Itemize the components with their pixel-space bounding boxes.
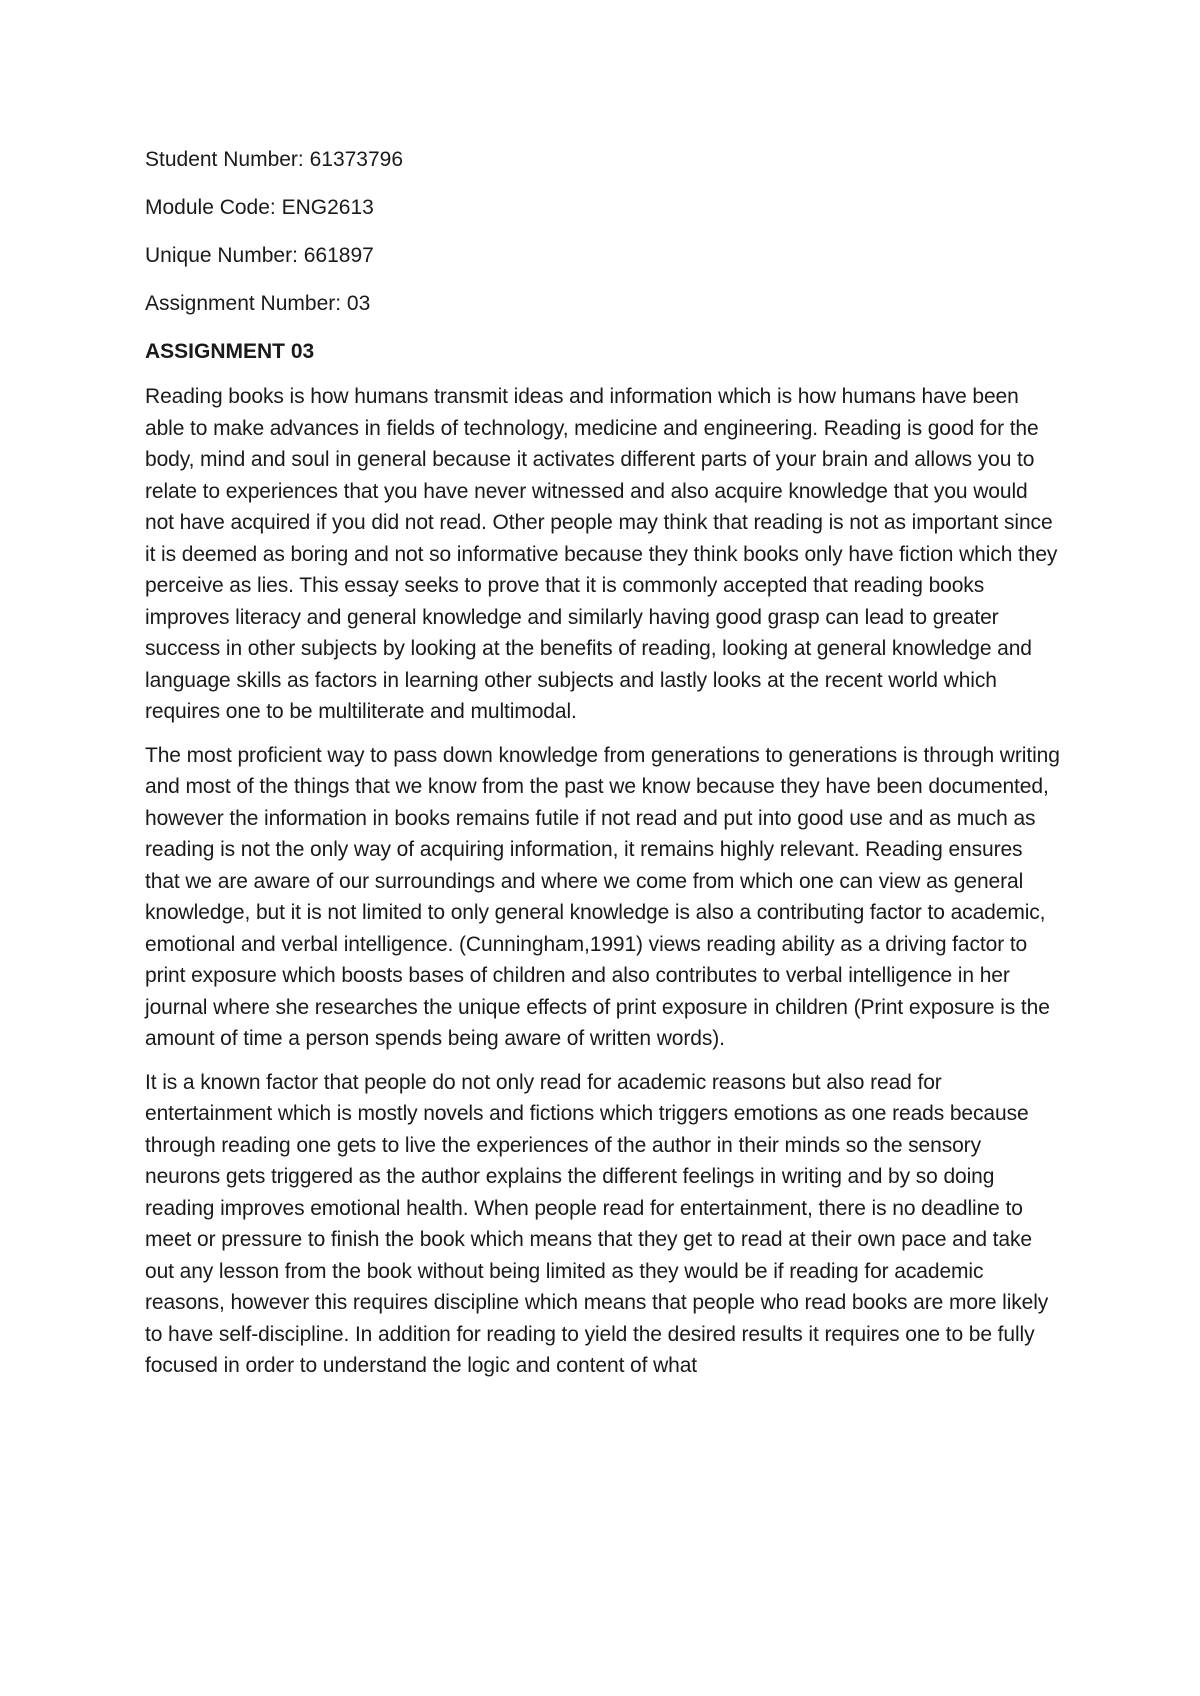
- assignment-number: Assignment Number: 03: [145, 292, 371, 315]
- paragraph-entertainment: It is a known factor that people do not only read for academic reasons but also read for entertainment which is mostly novels and fictions which triggers emotions as one reads because through reading one gets to live the experiences of the author in their minds so the sensory neurons gets triggered as the author explains the different feelings in writing and by so doing reading improves emotional health. When people read for entertainment, there is no deadline to meet or pressure to finish the book which means that they get to read at their own pace and take out any lesson from the book without being limited as they would be if reading for academic reasons, however this requires discipline which means that people who read books are more likely to have self-discipline. In addition for reading to yield the desired results it requires one to be fully focused in order to understand the logic and content of what: [145, 1070, 1049, 1377]
- paragraph-intro: Reading books is how humans transmit ideas and information which is how humans have been able to make advances in fields of technology, medicine and engineering. Reading is good for the body, mind and soul in general because it activates different parts of your brain and allows you to relate to experiences that you have never witnessed and also acquire knowledge that you would not have acquired if you did not read. Other people may think that reading is not as important since it is deemed as boring and not so informative because they think books only have fiction which they perceive as lies. This essay seeks to prove that it is commonly accepted that reading books improves literacy and general knowledge and similarly having good grasp can lead to greater success in other subjects by looking at the benefits of reading, looking at general knowledge and language skills as factors in learning other subjects and lastly looks at the recent world which requires one to be multiliterate and multimodal.: [145, 385, 1058, 723]
- paragraph-knowledge: The most proficient way to pass down knowledge from generations to generations is through writing and most of the things that we know from the past we know because they have been documented, however the information in books remains futile if not read and put into good use and as much as reading is not the only way of acquiring information, it remains highly relevant. Reading ensures that we are aware of our surroundings and where we come from which one can view as general knowledge, but it is not limited to only general knowledge is also a contributing factor to academic, emotional and verbal intelligence. (Cunningham,1991) views reading ability as a driving factor to print exposure which boosts bases of children and also contributes to verbal intelligence in her journal where she researches the unique effects of print exposure in children (Print exposure is the amount of time a person spends being aware of written words).: [145, 743, 1060, 1050]
- module-code: Module Code: ENG2613: [145, 196, 374, 219]
- document-body: [145, 147, 1060, 1394]
- unique-number: Unique Number: 661897: [145, 244, 374, 267]
- assignment-title: ASSIGNMENT 03: [145, 340, 315, 363]
- student-number: Student Number: 61373796: [145, 148, 404, 171]
